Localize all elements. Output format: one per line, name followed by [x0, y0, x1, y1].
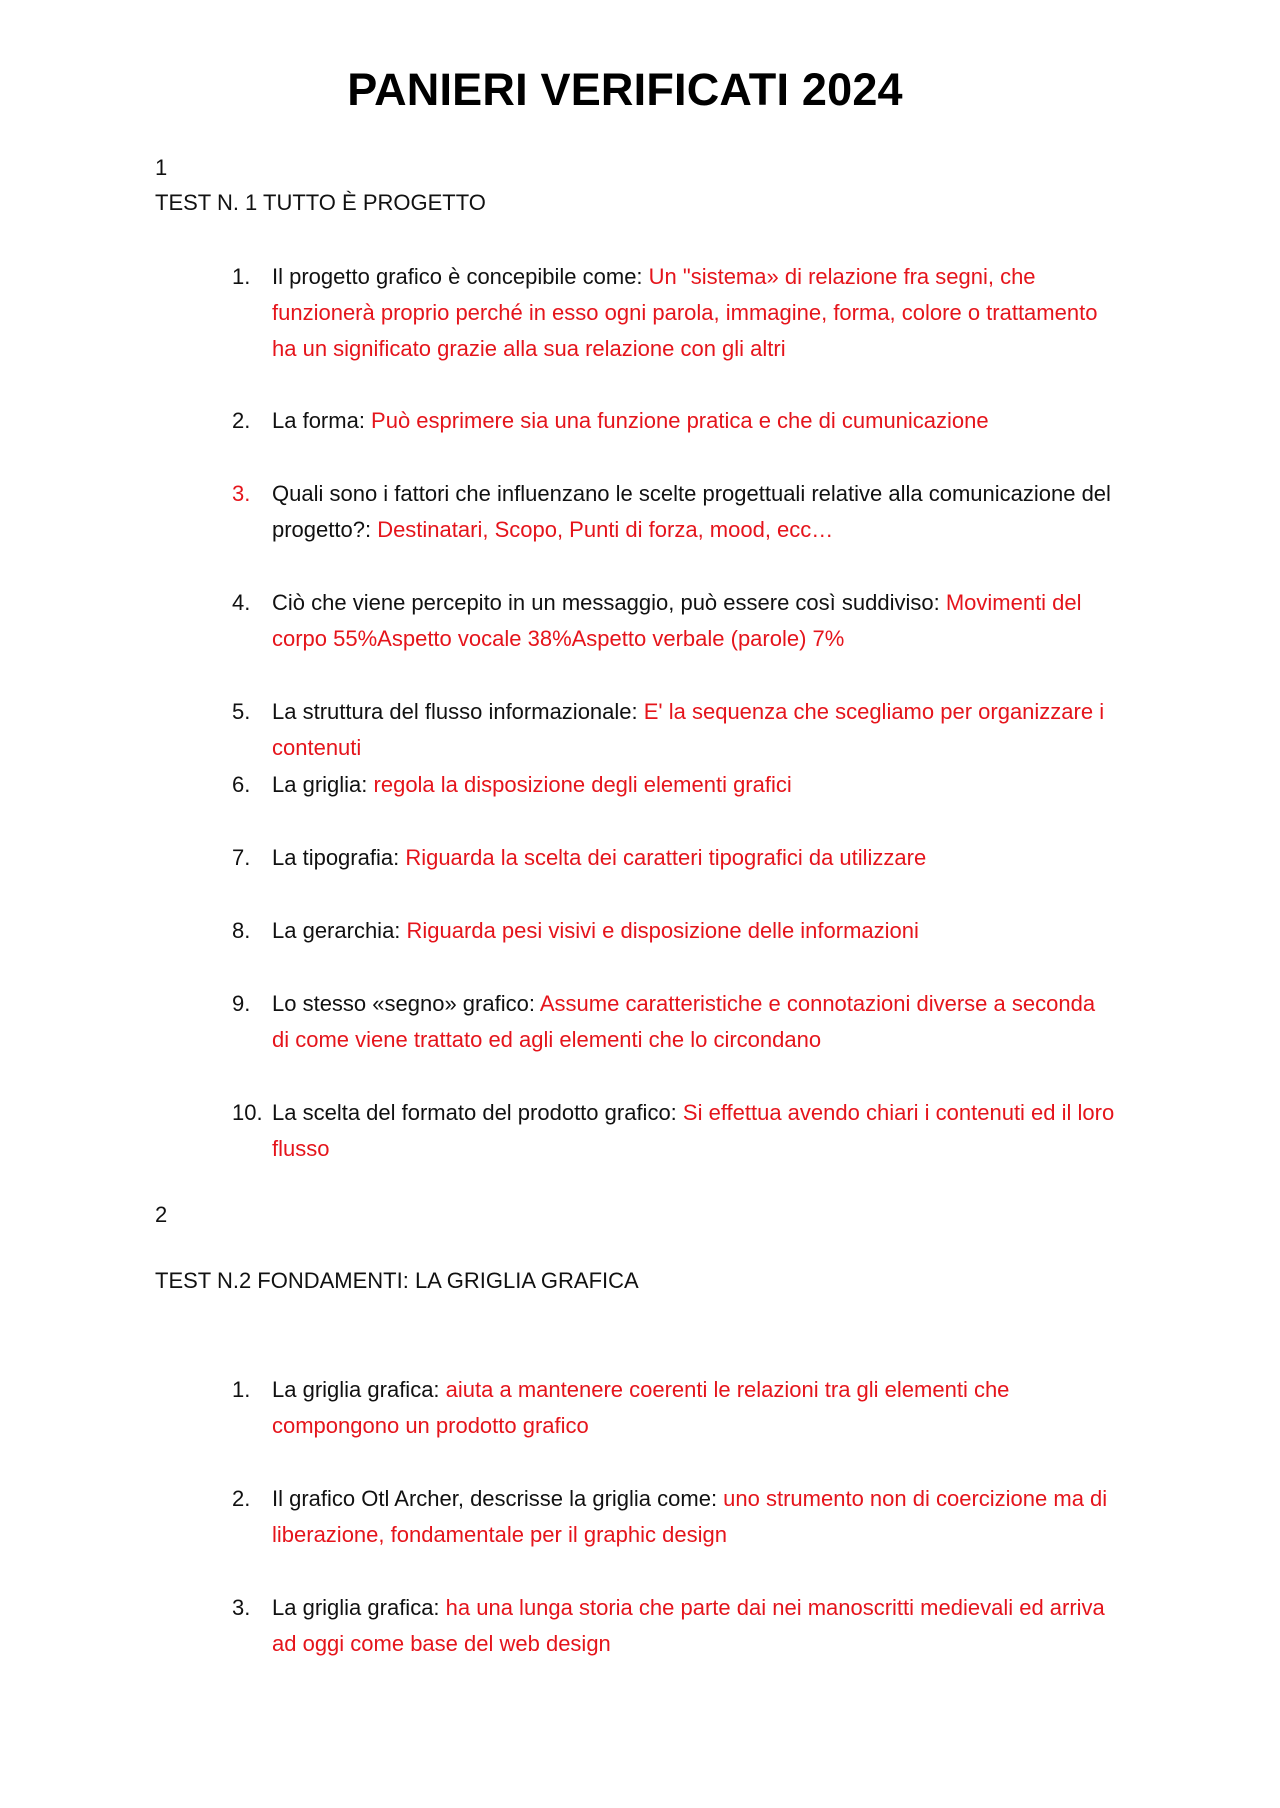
question-number: 7. — [232, 845, 251, 870]
question-number: 2. — [232, 408, 251, 433]
section-number: 2 — [155, 1202, 168, 1227]
question-number: 1. — [232, 1377, 251, 1402]
answer-text: Riguarda pesi visivi e disposizione delle informazioni — [406, 918, 919, 943]
question-text: La tipografia: — [272, 845, 406, 870]
question-text: La forma: — [272, 408, 372, 433]
answer-text: Assume caratteristiche e connotazioni diverse a seconda di come viene trattato ed agli elementi che lo circondano — [272, 991, 1096, 1052]
question-number: 3. — [232, 1595, 251, 1620]
section-number: 1 — [155, 155, 168, 180]
question-number: 10. — [232, 1100, 263, 1125]
answer-text: Un "sistema» di relazione fra segni, che funzionerà proprio perché in esso ogni parola, immagine, forma, colore o trattamento ha un significato grazie alla sua relazione con gli altri — [272, 264, 1098, 361]
question-text: La struttura del flusso informazionale: — [272, 699, 644, 724]
question-text: Il progetto grafico è concepibile come: — [272, 264, 649, 289]
question-number: 2. — [232, 1486, 251, 1511]
answer-text: ha una lunga storia che parte dai nei manoscritti medievali ed arriva ad oggi come base del web design — [272, 1595, 1105, 1656]
section-title: TEST N. 1 TUTTO È PROGETTO — [155, 190, 486, 215]
answer-text: Movimenti del corpo 55%Aspetto vocale 38%Aspetto verbale (parole) 7% — [272, 590, 1082, 651]
question-text: La griglia grafica: — [272, 1377, 446, 1402]
answer-text: Si effettua avendo chiari i contenuti ed il loro flusso — [272, 1100, 1115, 1161]
question-text: Il grafico Otl Archer, descrisse la griglia come: — [272, 1486, 724, 1511]
question-number: 3. — [232, 481, 251, 506]
answer-text: uno strumento non di coercizione ma di liberazione, fondamentale per il graphic design — [272, 1486, 1108, 1547]
question-number: 4. — [232, 590, 251, 615]
question-number: 5. — [232, 699, 251, 724]
answer-text: Riguarda la scelta dei caratteri tipografici da utilizzare — [405, 845, 927, 870]
question-text: La gerarchia: — [272, 918, 407, 943]
question-number: 6. — [232, 772, 251, 797]
question-text: Lo stesso «segno» grafico: — [272, 991, 540, 1016]
document-title: PANIERI VERIFICATI 2024 — [347, 64, 903, 115]
question-number: 8. — [232, 918, 251, 943]
section-title: TEST N.2 FONDAMENTI: LA GRIGLIA GRAFICA — [155, 1268, 639, 1293]
answer-text: aiuta a mantenere coerenti le relazioni tra gli elementi che compongono un prodotto grafico — [272, 1377, 1010, 1438]
question-text: La griglia grafica: — [272, 1595, 446, 1620]
question-number: 9. — [232, 991, 251, 1016]
answer-text: Destinatari, Scopo, Punti di forza, mood, ecc… — [377, 517, 834, 542]
answer-text: E' la sequenza che scegliamo per organizzare i contenuti — [272, 699, 1105, 760]
question-text: La scelta del formato del prodotto grafico: — [272, 1100, 683, 1125]
question-number: 1. — [232, 264, 251, 289]
answer-text: Può esprimere sia una funzione pratica e che di cumunicazione — [371, 408, 989, 433]
question-text: Quali sono i fattori che influenzano le scelte progettuali relative alla comunicazione del progetto?: — [272, 481, 1111, 542]
question-text: La griglia: — [272, 772, 374, 797]
question-text: Ciò che viene percepito in un messaggio, può essere così suddiviso: — [272, 590, 946, 615]
answer-text: regola la disposizione degli elementi grafici — [373, 772, 792, 797]
